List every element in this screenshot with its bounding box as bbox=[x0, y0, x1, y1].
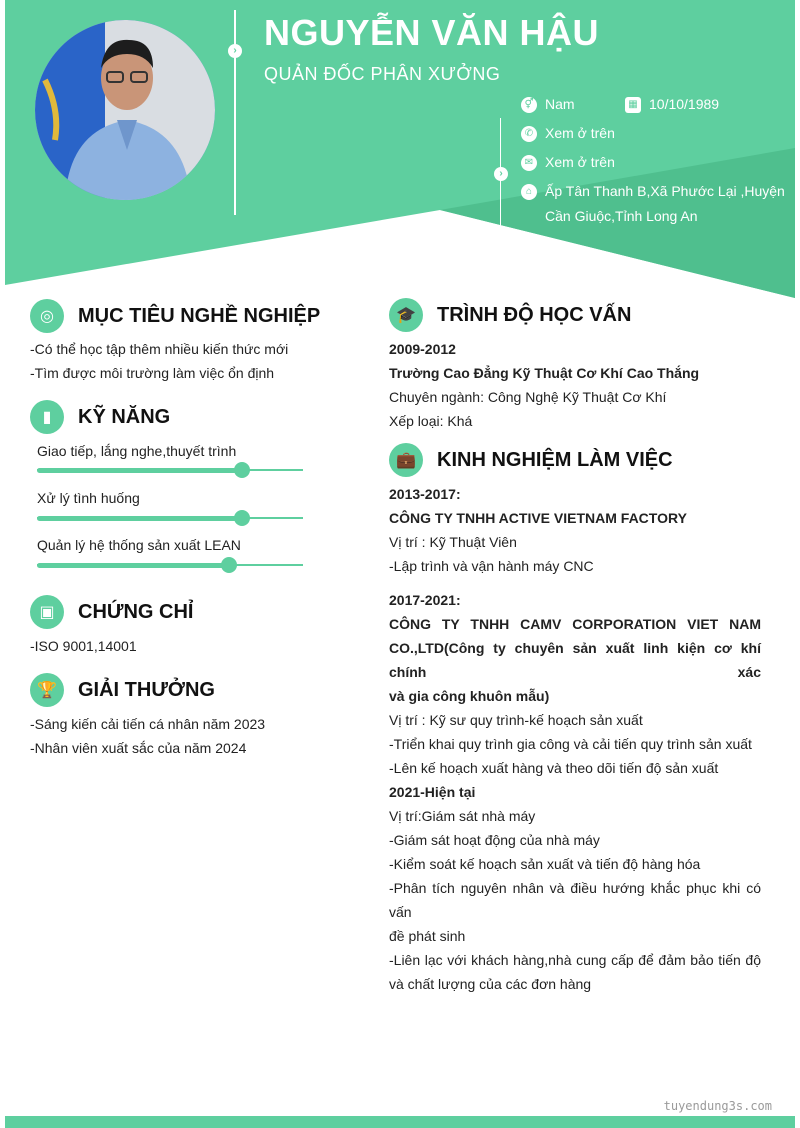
objective-line: -Có thể học tập thêm nhiều kiến thức mới bbox=[30, 341, 289, 357]
experience-job-1: 2013-2017: CÔNG TY TNHH ACTIVE VIETNAM FACTORY Vị trí : Kỹ Thuật Viên -Lập trình và vận hành máy CNC bbox=[389, 486, 687, 574]
skill-bar bbox=[37, 517, 303, 519]
awards-heading: 🏆 GIẢI THƯỞNG bbox=[30, 673, 215, 707]
gender-info: ⚥ Nam bbox=[521, 96, 575, 117]
target-icon: ◎ bbox=[30, 299, 64, 333]
skill-bar-knob bbox=[234, 462, 250, 478]
education-grade: Xếp loại: Khá bbox=[389, 413, 473, 429]
education-school: Trường Cao Đẳng Kỹ Thuật Cơ Khí Cao Thắng bbox=[389, 365, 700, 381]
experience-job-2: 2017-2021: CÔNG TY TNHH CAMV CORPORATION VIET NAM CO.,LTD(Công ty chuyên sản xuất linh kiện cơ khí chính xác và gia công khuôn mẫu) Vị trí : Kỹ sư quy trình-kế hoạch sản xuất -Triển khai quy trình gia công và cải tiến quy trình sản xuất -Lên kế hoạch xuất hàng và theo dõi tiến độ sản xuất 2021-Hiện tại Vị trí:Giám sát nhà máy -Giám sát hoạt động của nhà máy -Kiểm soát kế hoạch sản xuất và tiến độ hàng hóa -Phân tích nguyên nhân và điều hướng khắc phục khi có vấn đề phát sinh -Liên lạc với khách hàng,nhà cung cấp để đảm bảo tiến độ và chất lượng của các đơn hàng bbox=[389, 592, 761, 992]
candidate-name: NGUYỄN VĂN HẬU bbox=[264, 12, 600, 53]
email-icon: ✉ bbox=[521, 155, 537, 171]
phone-info: ✆ Xem ở trên bbox=[521, 125, 615, 146]
certificate-line: -ISO 9001,14001 bbox=[30, 638, 137, 654]
skill-bar-fill bbox=[37, 516, 242, 521]
trophy-icon: 🏆 bbox=[30, 673, 64, 707]
skill-label: Xử lý tình huống bbox=[37, 490, 140, 506]
job-title: QUẢN ĐỐC PHÂN XƯỞNG bbox=[264, 64, 501, 84]
watermark: tuyendung3s.com bbox=[663, 1099, 772, 1113]
address-info: ⌂ Ấp Tân Thanh B,Xã Phước Lại ,Huyện Cần Giuộc,Tỉnh Long An bbox=[521, 183, 785, 229]
skill-bar-knob bbox=[221, 557, 237, 573]
certificate-icon: ▣ bbox=[30, 595, 64, 629]
bar-chart-icon: ▮ bbox=[30, 400, 64, 434]
skills-heading: ▮ KỸ NĂNG bbox=[30, 400, 170, 434]
skill-bar-fill bbox=[37, 468, 242, 473]
experience-heading: 💼 KINH NGHIỆM LÀM VIỆC bbox=[389, 443, 673, 477]
skill-bar bbox=[37, 469, 303, 471]
chevron-right-icon: › bbox=[494, 167, 508, 181]
objective-line: -Tìm được môi trường làm việc ổn định bbox=[30, 365, 275, 381]
certificates-heading: ▣ CHỨNG CHỈ bbox=[30, 595, 193, 629]
briefcase-icon: 💼 bbox=[389, 443, 423, 477]
skill-bar-fill bbox=[37, 563, 229, 568]
skill-bar bbox=[37, 564, 303, 566]
graduation-cap-icon: 🎓 bbox=[389, 298, 423, 332]
education-period: 2009-2012 bbox=[389, 341, 456, 357]
objective-heading: ◎ MỤC TIÊU NGHỀ NGHIỆP bbox=[30, 299, 320, 333]
footer-bar bbox=[5, 1116, 795, 1128]
skill-label: Giao tiếp, lắng nghe,thuyết trình bbox=[37, 443, 237, 459]
skill-bar-knob bbox=[234, 510, 250, 526]
birthdate-info: ▦ 10/10/1989 bbox=[625, 96, 719, 117]
award-line: -Nhân viên xuất sắc của năm 2024 bbox=[30, 740, 247, 756]
header-divider bbox=[234, 10, 236, 215]
profile-photo bbox=[35, 20, 215, 200]
chevron-right-icon: › bbox=[228, 44, 242, 58]
education-heading: 🎓 TRÌNH ĐỘ HỌC VẤN bbox=[389, 298, 631, 332]
phone-icon: ✆ bbox=[521, 126, 537, 142]
gender-icon: ⚥ bbox=[521, 97, 537, 113]
email-info: ✉ Xem ở trên bbox=[521, 154, 615, 175]
education-major: Chuyên ngành: Công Nghệ Kỹ Thuật Cơ Khí bbox=[389, 389, 667, 405]
home-icon: ⌂ bbox=[521, 184, 537, 200]
calendar-icon: ▦ bbox=[625, 97, 641, 113]
skill-label: Quản lý hệ thống sản xuất LEAN bbox=[37, 537, 241, 553]
award-line: -Sáng kiến cải tiến cá nhân năm 2023 bbox=[30, 716, 266, 732]
